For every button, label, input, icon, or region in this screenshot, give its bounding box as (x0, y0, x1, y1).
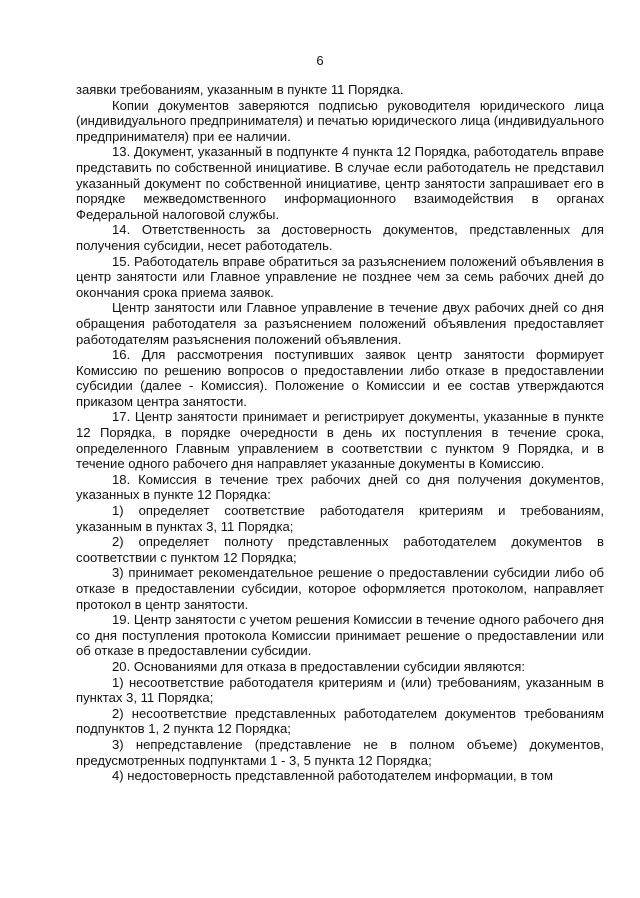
paragraph: Центр занятости или Главное управление в течение двух рабочих дней со дня обращения работодателя за разъяснением положений объявления предоставляет работодателям разъяснения положений объявления. (76, 300, 604, 347)
paragraph: 1) определяет соответствие работодателя критериям и требованиям, указанным в пунктах 3, 11 Порядка; (76, 503, 604, 534)
paragraph: 18. Комиссия в течение трех рабочих дней со дня получения документов, указанных в пункте 12 Порядка: (76, 471, 604, 503)
document-body (76, 82, 604, 784)
paragraph: 2) несоответствие представленных работодателем документов требованиям подпунктов 1, 2 пункта 12 Порядка; (76, 705, 604, 737)
page-number: 6 (316, 53, 324, 68)
paragraph: Копии документов заверяются подписью руководителя юридического лица (индивидуального предпринимателя) и печатью юридического лица (индивидуального предпринимателя) при ее наличии. (76, 97, 604, 144)
paragraph: 14. Ответственность за достоверность документов, представленных для получения субсидии, несет работодатель. (76, 222, 604, 253)
paragraph: 3) непредставление (представление не в полном объеме) документов, предусмотренных подпунктами 1 - 3, 5 пункта 12 Порядка; (76, 736, 604, 768)
paragraph: заявки требованиям, указанным в пункте 11 Порядка. (76, 82, 404, 97)
paragraph: 1) несоответствие работодателя критериям и (или) требованиям, указанным в пунктах 3, 11 Порядка; (76, 674, 604, 706)
paragraph: 17. Центр занятости принимает и регистрирует документы, указанные в пункте 12 Порядка, в порядке очередности в день их поступления в течение срока, определенного Главным управлением в соответствии с пунктом 9 Порядка, и в течение одного рабочего дня направляет указанные документы в Комиссию. (76, 409, 604, 472)
paragraph: 20. Основаниями для отказа в предоставлении субсидии являются: (112, 658, 525, 674)
paragraph: 2) определяет полноту представленных работодателем документов в соответствии с пунктом 12 Порядка; (76, 534, 604, 565)
paragraph: 4) недостоверность представленной работодателем информации, в том (112, 768, 554, 784)
paragraph: 16. Для рассмотрения поступивших заявок центр занятости формирует Комиссию по решению вопросов о предоставлении либо отказе в предоставлении субсидии (далее - Комиссия). Положение о Комиссии и ее состав утверждаются приказом центра занятости. (76, 347, 604, 409)
paragraph: 13. Документ, указанный в подпункте 4 пункта 12 Порядка, работодатель вправе представить по собственной инициативе. В случае если работодатель не представил указанный документ по собственной инициативе, центр занятости запрашивает его в порядке межведомственного информационного взаимодействия в органах Федеральной налоговой службы. (76, 144, 604, 222)
paragraph: 3) принимает рекомендательное решение о предоставлении субсидии либо об отказе в предоставлении субсидии, которое оформляется протоколом, направляет протокол в центр занятости. (76, 565, 604, 612)
paragraph: 15. Работодатель вправе обратиться за разъяснением положений объявления в центр занятости или Главное управление не позднее чем за семь рабочих дней до окончания срока приема заявок. (76, 253, 604, 300)
paragraph: 19. Центр занятости с учетом решения Комиссии в течение одного рабочего дня со дня поступления протокола Комиссии принимает решение о предоставлении или об отказе в предоставлении субсидии. (76, 612, 604, 659)
